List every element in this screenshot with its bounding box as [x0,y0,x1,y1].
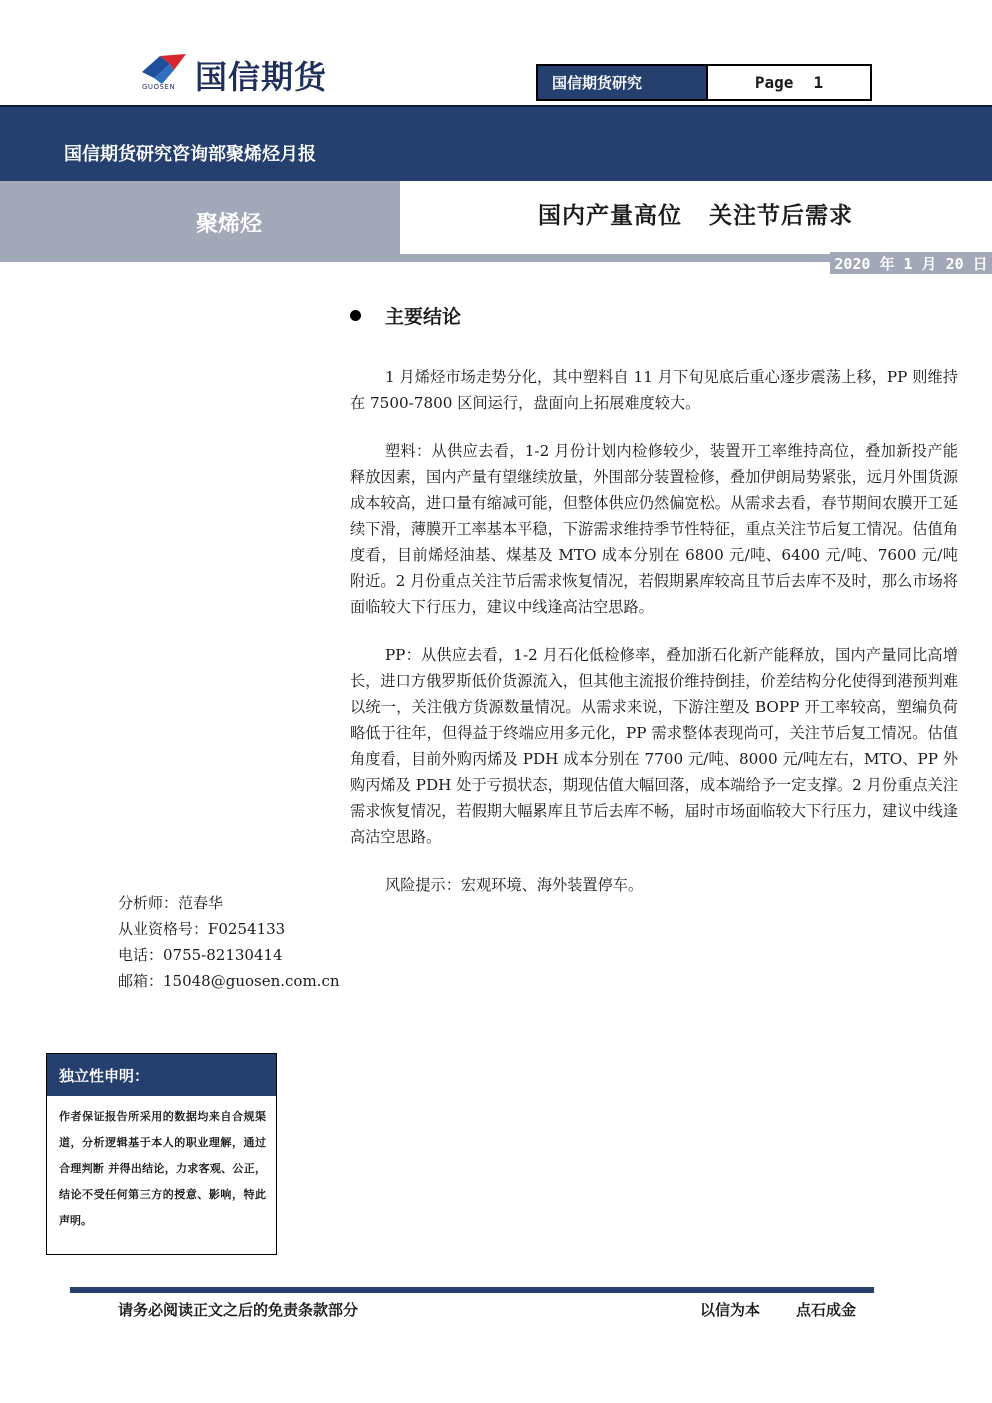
section-heading [350,302,461,329]
report-banner [0,105,992,181]
report-header-box [536,64,872,101]
logo-name: 国信期货 [195,58,328,96]
independence-title: 独立性申明： [47,1054,276,1096]
paragraph-plastic: 塑料：从供应去看，1-2 月份计划内检修较少，装置开工率维持高位，叠加新投产能释放因素，国内产量有望继续放量，外围部分装置检修，叠加伊朗局势紧张，远月外围货源成本较高，进口量有缩减可能，但整体供应仍然偏宽松。从需求去看，春节期间农膜开工延续下滑，薄膜开工率基本平稳，下游需求维持季节性特征，重点关注节后复工情况。估值角度看，目前烯烃油基、煤基及 MTO 成本分别在 6800 元/吨、6400 元/吨、7600 元/吨附近。2 月份重点关注节后需求恢复情况，若假期累库较高且节后去库不及时，那么市场将面临较大下行压力，建议中线逢高沽空思路。 [350,442,958,616]
report-date: 2020 年 1 月 20 日 [830,252,992,274]
page-number: 1 [813,73,824,92]
paragraph-risk: 风险提示：宏观环境、海外装置停车。 [384,876,644,894]
report-headline: 国内产量高位 关注节后需求 [538,202,854,229]
independence-statement [46,1053,277,1255]
research-label: 国信期货研究 [538,66,706,99]
sector-band [0,181,400,261]
analyst-phone: 电话：0755-82130414 [118,946,283,964]
sector-label: 聚烯烃 [196,212,263,237]
footer-motto [700,1299,856,1320]
paragraph-summary: 1 月烯烃市场走势分化，其中塑料自 11 月下旬见底后重心逐步震荡上移，PP 则维持在 7500-7800 区间运行，盘面向上拓展难度较大。 [350,368,958,412]
footer-motto-2: 点石成金 [796,1301,857,1319]
analyst-info [118,890,340,994]
analyst-email[interactable]: 邮箱：15048@guosen.com.cn [118,972,340,990]
bullet-icon [350,310,361,321]
page-label: Page [754,73,794,92]
independence-text: 作者保证报告所采用的数据均来自合规渠道，分析逻辑基于本人的职业理解，通过合理判断 并得出结论，力求客观、公正，结论不受任何第三方的授意、影响，特此声明。 [59,1110,266,1227]
section-title: 主要结论 [385,306,462,328]
report-body [350,364,958,920]
analyst-name: 分析师：范春华 [118,894,224,912]
logo-subtitle: GUOSEN [142,83,176,91]
analyst-cert: 从业资格号：F0254133 [118,920,286,938]
report-series-title: 国信期货研究咨询部聚烯烃月报 [64,144,316,165]
guosen-logo [140,50,370,95]
page-indicator [706,66,870,99]
footer-divider [70,1287,874,1293]
footer-disclaimer: 请务必阅读正文之后的免责条款部分 [118,1301,359,1319]
paragraph-pp: PP：从供应去看，1-2 月石化低检修率，叠加浙石化新产能释放，国内产量同比高增长，进口方俄罗斯低价货源流入，但其他主流报价维持倒挂，价差结构分化使得到港预判难以统一，关注俄方货源数量情况。从需求来说，下游注塑及 BOPP 开工率较高，塑编负荷略低于往年，但得益于终端应用多元化，PP 需求整体表现尚可，关注节后复工情况。估值角度看，目前外购丙烯及 PDH 成本分别在 7700 元/吨、8000 元/吨左右，MTO、PP 外购丙烯及 PDH 处于亏损状态，期现估值大幅回落，成本端给予一定支撑。2 月份重点关注需求恢复情况，若假期大幅累库且节后去库不畅，届时市场面临较大下行压力，建议中线逢高沽空思路。 [350,646,958,846]
footer-motto-1: 以信为本 [700,1301,761,1319]
